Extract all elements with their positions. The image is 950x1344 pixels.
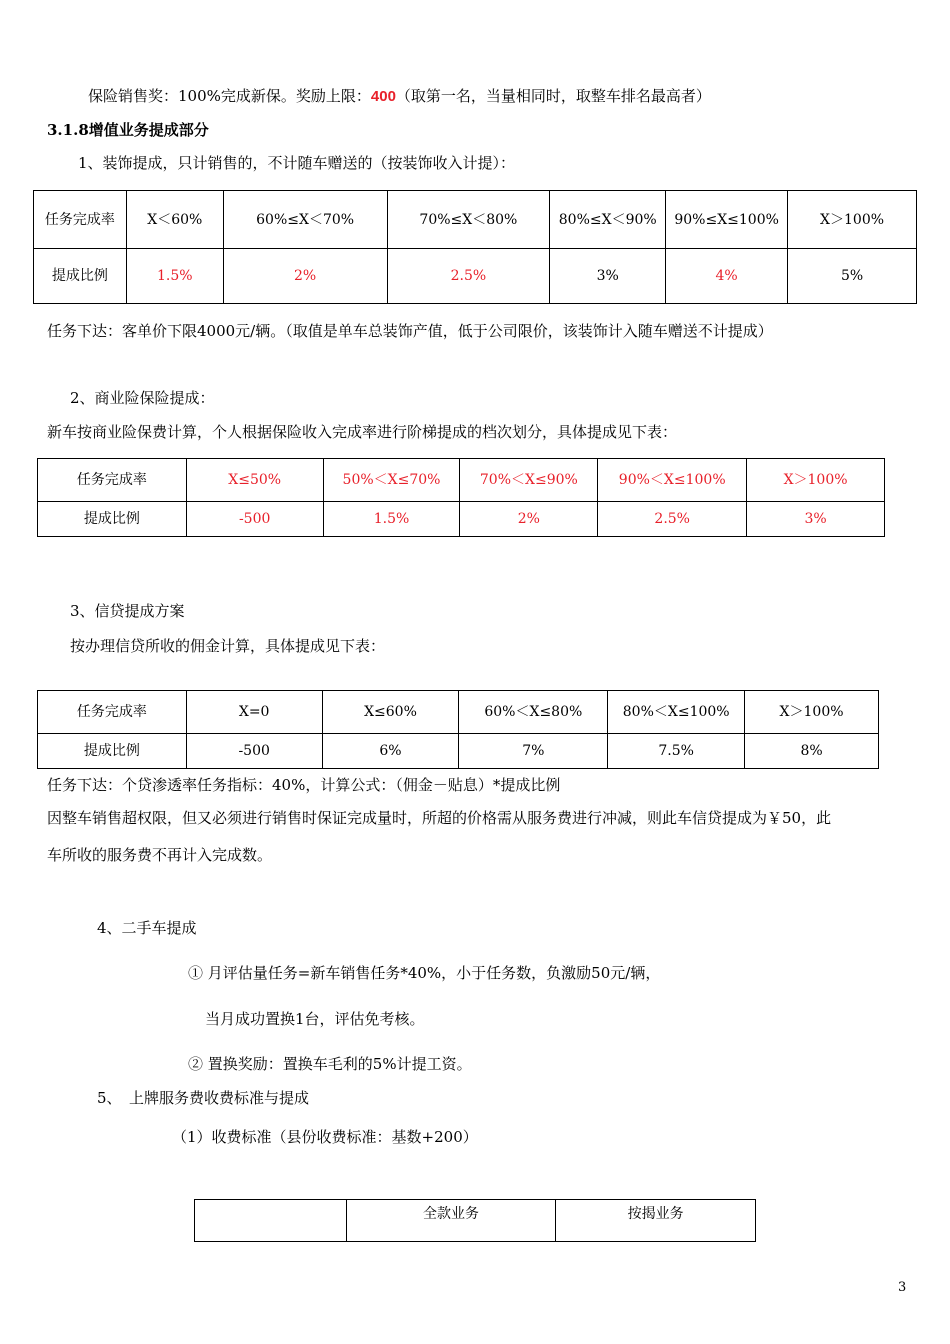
table-header-cell: X≤60%: [322, 691, 459, 734]
table-header-cell: X=0: [186, 691, 322, 734]
commercial-insurance-title: 2、商业险保险提成：: [70, 389, 215, 407]
table-header-cell: 90%＜X≤100%: [598, 459, 747, 502]
used-car-item-2: ② 置换奖励：置换车毛利的5%计提工资。: [188, 1055, 472, 1073]
table-cell: 2.5%: [598, 502, 747, 537]
table-row: [34, 191, 917, 249]
table-cell: 提成比例: [38, 502, 187, 537]
decoration-title: 1、装饰提成，只计销售的，不计随车赠送的（按装饰收入计提）：: [78, 154, 516, 172]
table-row: [195, 1200, 756, 1242]
table-header-cell: 70%＜X≤90%: [460, 459, 598, 502]
table-header-cell: 50%＜X≤70%: [323, 459, 460, 502]
table-header-cell: 90%≤X≤100%: [666, 191, 788, 249]
plate-service-title: 5、 上牌服务费收费标准与提成: [97, 1089, 310, 1107]
plate-service-table: [194, 1199, 756, 1242]
table-row: [38, 734, 879, 769]
table-header-cell: X＞100%: [747, 459, 885, 502]
table-cell: 5%: [788, 249, 917, 304]
table-header-cell: X≤50%: [186, 459, 323, 502]
decoration-table: [33, 190, 917, 304]
table-cell: 4%: [666, 249, 788, 304]
insurance-award-amount: 400: [370, 88, 396, 105]
table-header-cell: 全款业务: [346, 1200, 556, 1242]
table-cell: 3%: [550, 249, 666, 304]
table-cell: 6%: [322, 734, 459, 769]
table-header-cell: 70%≤X＜80%: [387, 191, 550, 249]
table-header-cell: [195, 1200, 347, 1242]
table-header-cell: 任务完成率: [38, 459, 187, 502]
table-header-cell: 80%≤X＜90%: [550, 191, 666, 249]
credit-table: [37, 690, 879, 769]
table-header-cell: 80%＜X≤100%: [608, 691, 745, 734]
table-cell: 提成比例: [34, 249, 127, 304]
used-car-title: 4、二手车提成: [97, 919, 197, 937]
insurance-award-suffix: （取第一名，当量相同时，取整车排名最高者）: [395, 87, 711, 105]
table-cell: 提成比例: [38, 734, 187, 769]
commercial-insurance-table: [37, 458, 885, 537]
table-cell: 8%: [745, 734, 879, 769]
table-header-cell: X＞100%: [788, 191, 917, 249]
table-cell: 3%: [747, 502, 885, 537]
table-cell: 1.5%: [126, 249, 223, 304]
credit-note-2b: 车所收的服务费不再计入完成数。: [47, 846, 273, 864]
table-row: [38, 459, 885, 502]
used-car-item-1: ① 月评估量任务=新车销售任务*40%，小于任务数，负激励50元/辆，: [188, 964, 661, 982]
table-header-cell: 任务完成率: [34, 191, 127, 249]
table-row: [38, 691, 879, 734]
insurance-award-line: [88, 86, 711, 107]
table-cell: 7.5%: [608, 734, 745, 769]
table-header-cell: X＞100%: [745, 691, 879, 734]
page-number: 3: [898, 1280, 907, 1295]
table-header-cell: 按揭业务: [556, 1200, 756, 1242]
section-heading: 3.1.8增值业务提成部分: [47, 121, 209, 139]
credit-note-1: 任务下达：个贷渗透率任务指标：40%，计算公式：（佣金－贴息）*提成比例: [47, 776, 561, 794]
used-car-item-1b: 当月成功置换1台，评估免考核。: [205, 1010, 425, 1028]
credit-desc: 按办理信贷所收的佣金计算，具体提成见下表：: [70, 637, 386, 655]
commercial-insurance-desc: 新车按商业险保费计算，个人根据保险收入完成率进行阶梯提成的档次划分，具体提成见下表：: [47, 423, 678, 441]
table-row: [38, 502, 885, 537]
table-cell: -500: [186, 734, 322, 769]
decoration-note: 任务下达：客单价下限4000元/辆。（取值是单车总装饰产值，低于公司限价，该装饰计入随车赠送不计提成）: [47, 322, 773, 340]
table-header-cell: 任务完成率: [38, 691, 187, 734]
insurance-award-prefix: 保险销售奖：100%完成新保。奖励上限：: [88, 87, 371, 105]
credit-note-2a: 因整车销售超权限，但又必须进行销售时保证完成量时，所超的价格需从服务费进行冲减，则此车信贷提成为￥50，此: [47, 809, 832, 827]
table-row: [34, 249, 917, 304]
table-cell: 7%: [459, 734, 608, 769]
plate-service-sub: （1）收费标准（县份收费标准：基数+200）: [172, 1128, 478, 1146]
table-cell: -500: [186, 502, 323, 537]
table-header-cell: X＜60%: [126, 191, 223, 249]
table-cell: 2%: [460, 502, 598, 537]
table-cell: 1.5%: [323, 502, 460, 537]
table-header-cell: 60%≤X＜70%: [223, 191, 387, 249]
credit-title: 3、信贷提成方案: [70, 602, 185, 620]
table-cell: 2%: [223, 249, 387, 304]
table-header-cell: 60%＜X≤80%: [459, 691, 608, 734]
table-cell: 2.5%: [387, 249, 550, 304]
